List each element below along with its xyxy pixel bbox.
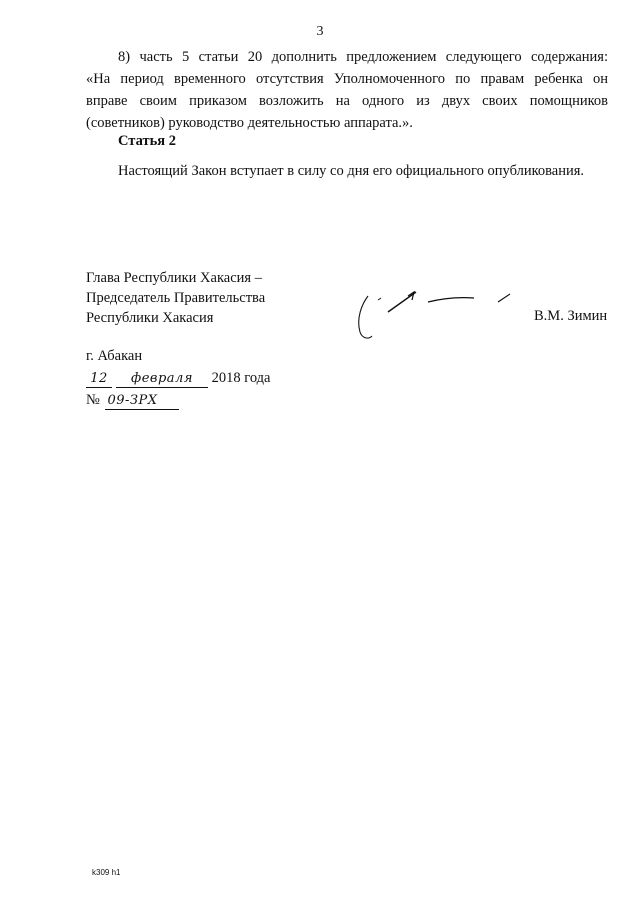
- handwritten-signature: [348, 282, 518, 346]
- paragraph-line: «На период временного отсутствия Уполномоченного по правам ребенка он: [86, 71, 608, 87]
- number-sign: №: [86, 392, 100, 408]
- footer-code: k309 h1: [92, 868, 121, 877]
- signatory-title: [86, 268, 265, 328]
- signatory-title-line: Республики Хакасия: [86, 310, 214, 326]
- paragraph-line: (советников) руководство деятельностью аппарата.».: [86, 115, 413, 131]
- signing-date: [86, 367, 270, 389]
- handwritten-month: февраля: [116, 371, 208, 388]
- signatory-title-line: Глава Республики Хакасия –: [86, 270, 262, 286]
- handwritten-law-number: 09-ЗРХ: [105, 393, 179, 410]
- paragraph-line: 8) часть 5 статьи 20 дополнить предложением следующего содержания:: [118, 49, 608, 65]
- article-2-heading: Статья 2: [118, 133, 176, 149]
- date-year: 2018 года: [211, 370, 271, 386]
- article-2-text: Настоящий Закон вступает в силу со дня его официального опубликования.: [118, 163, 585, 179]
- paragraph-line: вправе своим приказом возложить на одного из двух своих помощников: [86, 93, 608, 109]
- amendment-paragraph: [86, 46, 608, 134]
- place-date-number-block: [86, 345, 270, 411]
- page-number: 3: [316, 24, 324, 39]
- signatory-title-line: Председатель Правительства: [86, 290, 266, 306]
- signatory-name: В.М. Зимин: [534, 308, 608, 324]
- handwritten-day: 12: [86, 371, 112, 388]
- place: г. Абакан: [86, 348, 143, 364]
- law-number: [86, 389, 270, 411]
